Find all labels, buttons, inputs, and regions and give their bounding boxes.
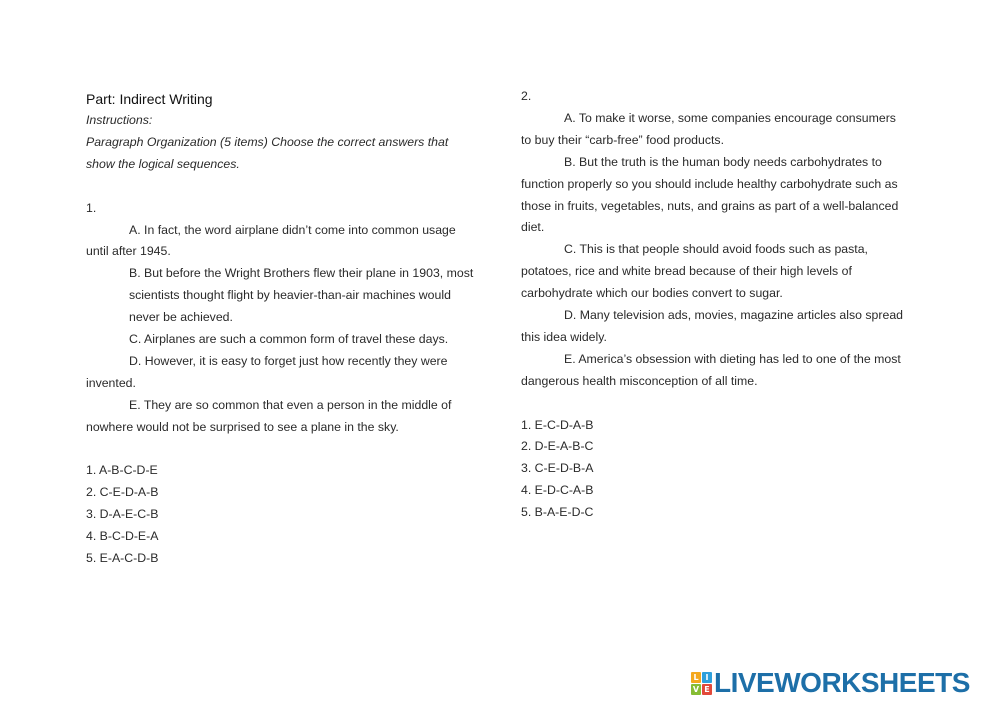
q2-sentence-a-cont: to buy their “carb-free” food products. [521, 132, 724, 147]
part-title: Part: Indirect Writing [86, 91, 213, 107]
q2-sentence-c-cont: carbohydrate which our bodies convert to sugar. [521, 286, 783, 301]
logo-text: LIVEWORKSHEETS [714, 667, 970, 698]
liveworksheets-logo [691, 668, 970, 698]
instructions-line: show the logical sequences. [86, 156, 240, 171]
q2-option-3[interactable]: 3. C-E-D-B-A [521, 461, 594, 476]
q2-option-2[interactable]: 2. D-E-A-B-C [521, 439, 594, 454]
q1-option-2[interactable]: 2. C-E-D-A-B [86, 485, 159, 500]
q2-sentence-b: B. But the truth is the human body needs carbohydrates to [564, 154, 882, 169]
question-2-number: 2. [521, 89, 532, 103]
q1-sentence-a-cont: until after 1945. [86, 244, 171, 259]
q2-option-4[interactable]: 4. E-D-C-A-B [521, 483, 594, 498]
q2-option-5[interactable]: 5. B-A-E-D-C [521, 505, 594, 520]
right-column [521, 88, 921, 524]
q2-sentence-a: A. To make it worse, some companies encourage consumers [564, 110, 896, 125]
left-column [86, 88, 486, 570]
q2-option-1[interactable]: 1. E-C-D-A-B [521, 417, 594, 432]
q2-sentence-b-cont: function properly so you should include healthy carbohydrate such as [521, 176, 898, 191]
q1-sentence-d-cont: invented. [86, 375, 136, 390]
q1-sentence-e-cont: nowhere would not be surprised to see a plane in the sky. [86, 419, 399, 434]
q1-sentence-b-cont: scientists thought flight by heavier-than-air machines would [129, 288, 451, 303]
instructions-label: Instructions: [86, 113, 153, 127]
q1-sentence-b-cont: never be achieved. [129, 310, 233, 325]
q1-option-3[interactable]: 3. D-A-E-C-B [86, 507, 159, 522]
q1-option-1[interactable]: 1. A-B-C-D-E [86, 463, 158, 478]
q2-sentence-b-cont: those in fruits, vegetables, nuts, and grains as part of a well-balanced [521, 198, 899, 213]
q2-sentence-d: D. Many television ads, movies, magazine articles also spread [564, 308, 903, 323]
logo-block: E [702, 684, 712, 695]
q1-sentence-b: B. But before the Wright Brothers flew their plane in 1903, most [129, 266, 474, 281]
q1-option-4[interactable]: 4. B-C-D-E-A [86, 529, 159, 544]
q2-sentence-c-cont: potatoes, rice and white bread because of their high levels of [521, 264, 852, 279]
q2-sentence-c: C. This is that people should avoid foods such as pasta, [564, 242, 868, 257]
logo-block: L [691, 672, 701, 683]
logo-blocks-icon [691, 672, 712, 695]
instructions-line: Paragraph Organization (5 items) Choose the correct answers that [86, 134, 449, 149]
q1-option-5[interactable]: 5. E-A-C-D-B [86, 551, 159, 566]
question-1-number: 1. [86, 200, 97, 215]
logo-block: I [702, 672, 712, 683]
q2-sentence-b-cont: diet. [521, 220, 545, 235]
q2-sentence-d-cont: this idea widely. [521, 329, 607, 344]
q1-sentence-a: A. In fact, the word airplane didn’t come into common usage [129, 222, 456, 237]
q2-sentence-e-cont: dangerous health misconception of all time. [521, 373, 758, 388]
q1-sentence-e: E. They are so common that even a person in the middle of [129, 397, 452, 412]
q1-sentence-d: D. However, it is easy to forget just how recently they were [129, 353, 448, 368]
logo-block: V [692, 684, 700, 694]
q2-sentence-e: E. America’s obsession with dieting has led to one of the most [564, 351, 901, 366]
q1-sentence-c: C. Airplanes are such a common form of travel these days. [129, 332, 449, 347]
